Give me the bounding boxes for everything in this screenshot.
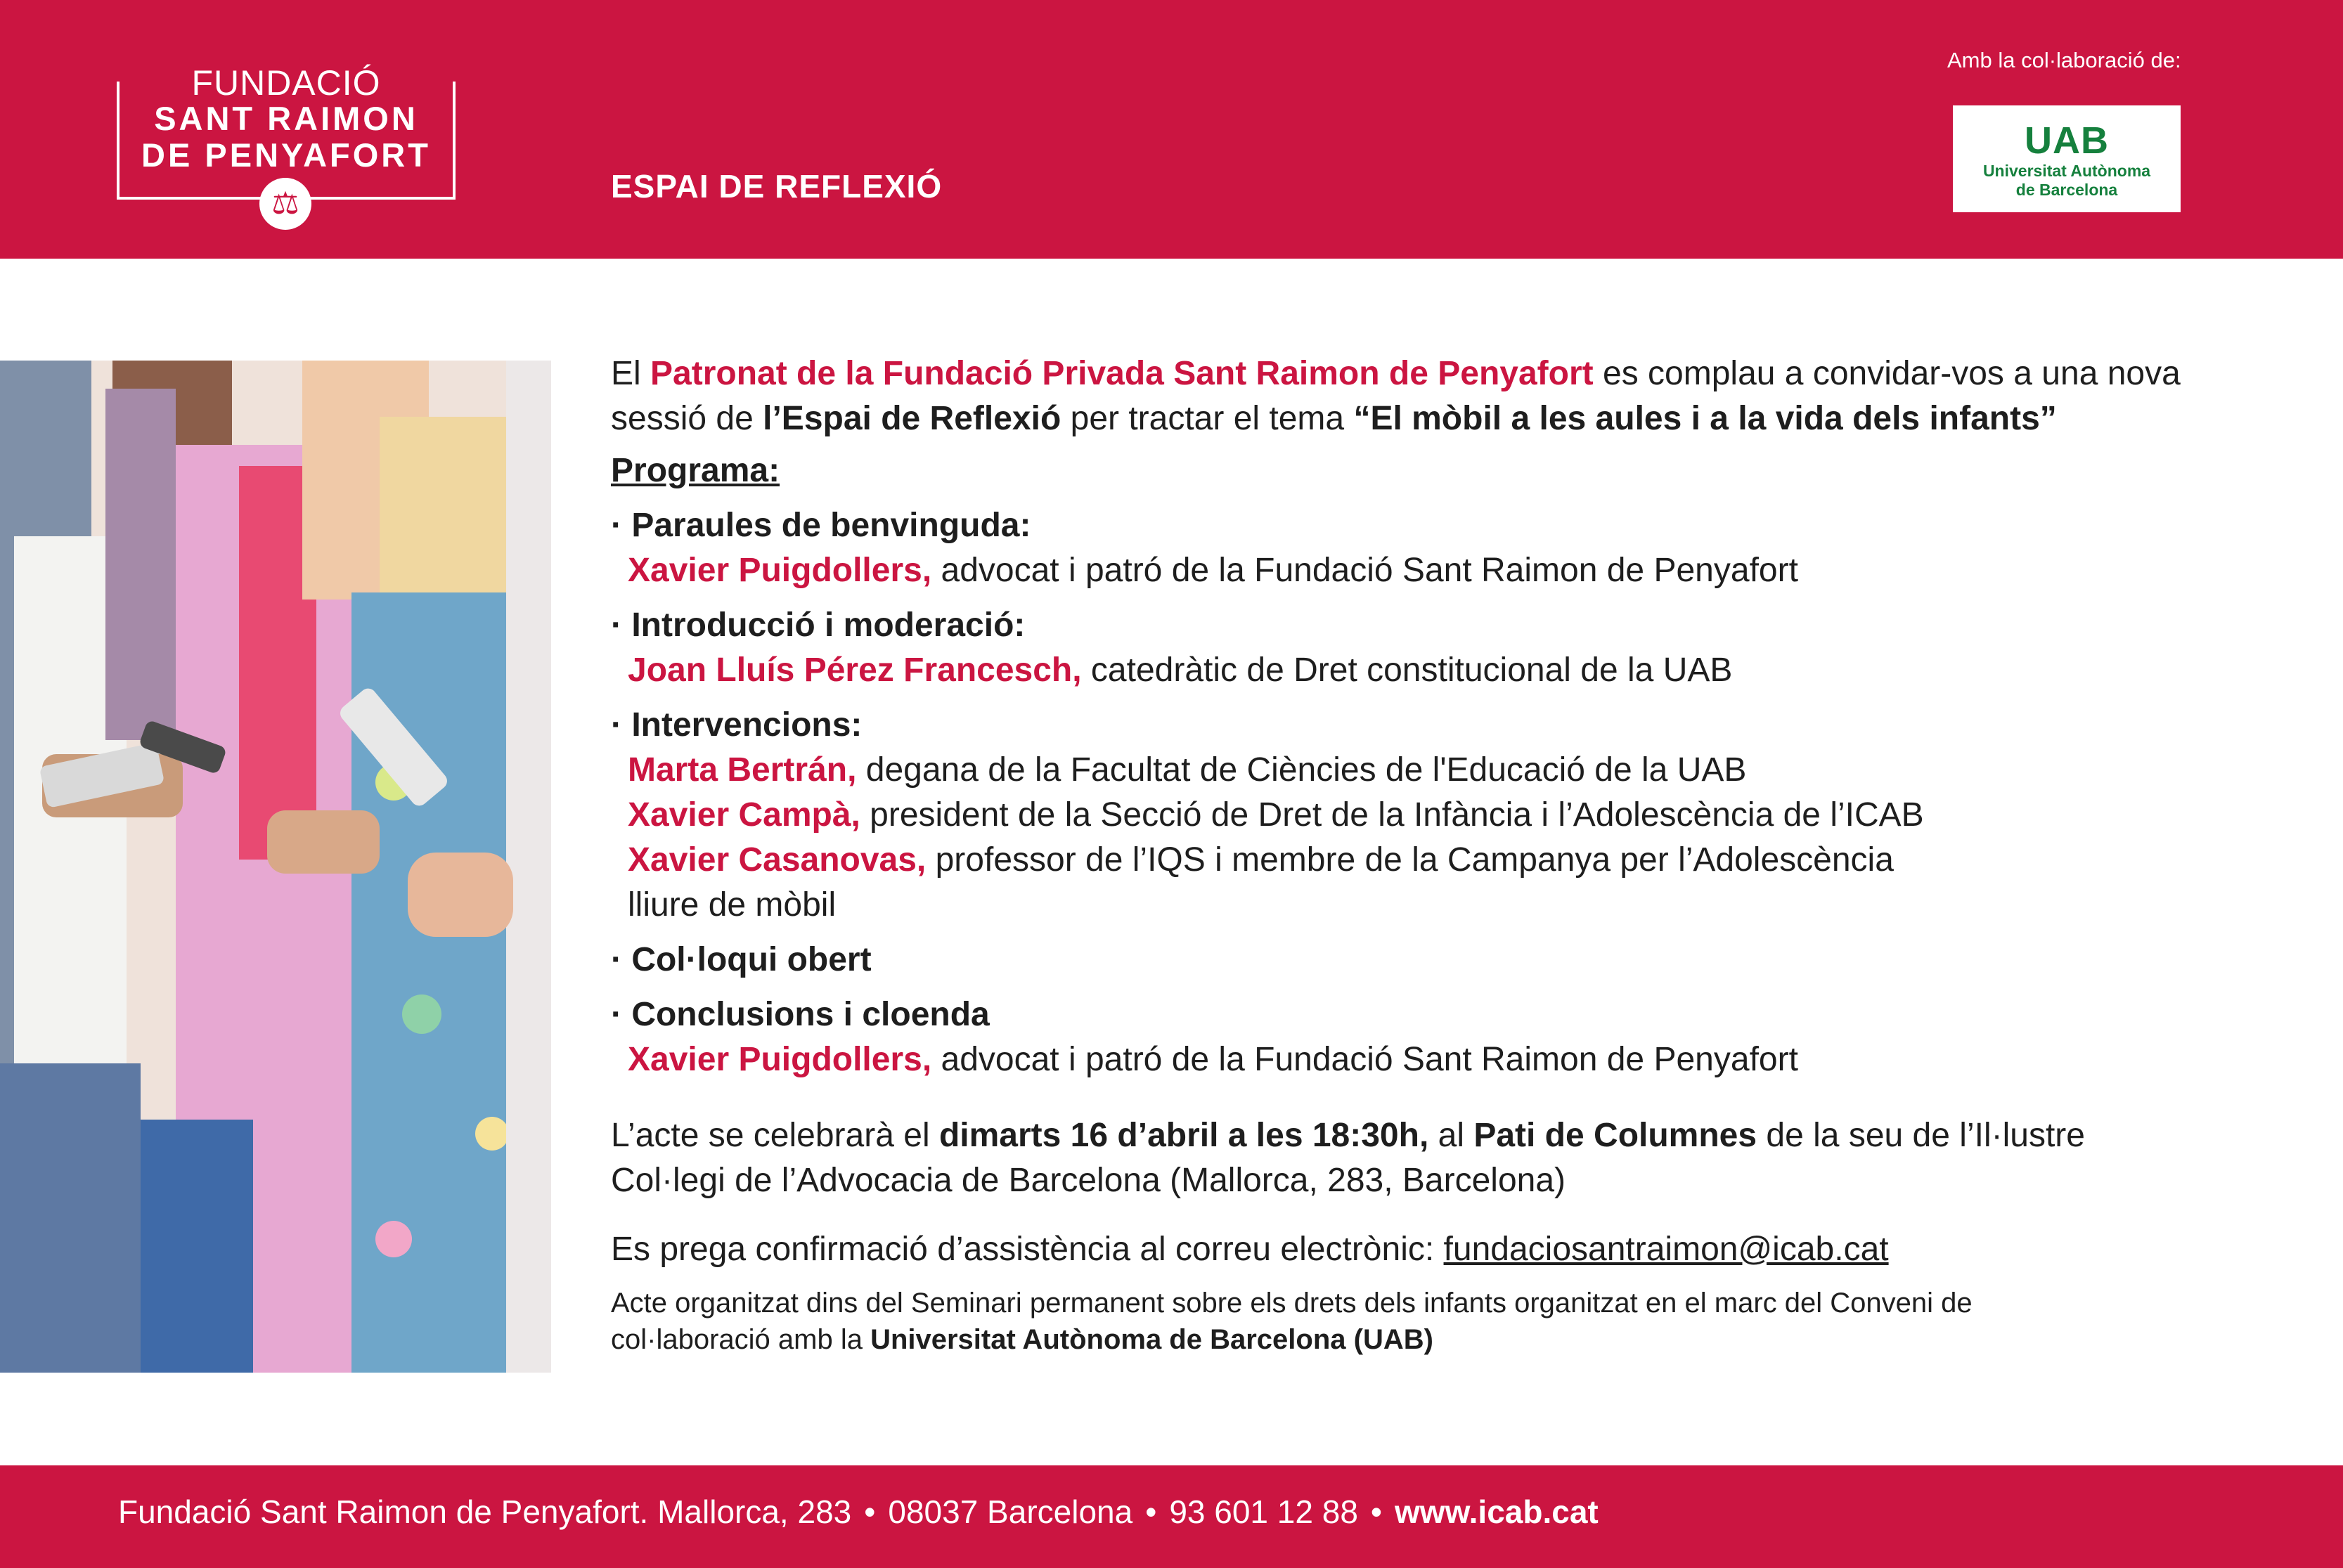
footer-postal: 08037 Barcelona [888,1494,1133,1530]
program-item-welcome: · Paraules de benvinguda: [611,507,1031,544]
speaker-role: president de la Secció de Dret de la Infància i l’Adolescència de l’ICAB [860,796,1924,834]
program-item-intro: · Introducció i moderació: [611,607,1026,644]
header-band [0,0,2343,259]
speaker-name: Xavier Puigdollers, [628,552,932,589]
venue-text-3: de la seu de l’Il·lustre [1757,1117,2085,1154]
program-speaker-closing [611,1037,2256,1082]
uab-line-2: de Barcelona [2015,181,2118,199]
note-text-2: col·laboració amb la [611,1324,871,1355]
uab-line-1: Universitat Autònoma [1982,162,2151,180]
section-title: ESPAI DE REFLEXIÓ [611,168,943,205]
patronat-highlight: Patronat de la Fundació Privada Sant Raimon de Penyafort [650,355,1594,392]
footer-phone: 93 601 12 88 [1169,1494,1358,1530]
program-speaker-intro [611,648,2256,693]
logo-name [117,101,456,174]
speaker-name: Xavier Puigdollers, [628,1041,932,1078]
intro-paragraph [611,351,2256,441]
venue-text-4: Col·legi de l’Advocacia de Barcelona (Mallorca, 283, Barcelona) [611,1162,1566,1199]
scales-icon: ⚖ [259,178,311,230]
speaker-name: Xavier Campà, [628,796,860,834]
speaker-role: advocat i patró de la Fundació Sant Raimon de Penyafort [931,552,1798,589]
footer-separator: • [1370,1494,1383,1530]
speaker-name: Xavier Casanovas, [628,841,927,879]
footer-website-link[interactable]: www.icab.cat [1395,1494,1599,1530]
collaboration-label: Amb la col·laboració de: [1947,48,2181,72]
program-speaker-3-cont: lliure de mòbil [628,886,837,924]
footer-contact [118,1489,1599,1534]
topic-title: “El mòbil a les aules i a la vida dels infants” [1353,400,2057,437]
intro-text-2: es complau a convidar-vos a una nova sessió de [611,355,2181,437]
organization-note [611,1285,2256,1358]
program-item-interventions: · Intervencions: [611,706,863,744]
logo-line-2: SANT RAIMON [154,100,418,137]
program-speaker-welcome [611,548,2256,593]
speaker-role: catedràtic de Dret constitucional de la UAB [1081,652,1733,689]
speaker-role: professor de l’IQS i membre de la Campanya per l’Adolescència [926,841,1894,879]
program-speaker-1 [611,748,2256,793]
children-with-phones-photo [0,361,551,1373]
logo-line-3: DE PENYAFORT [141,136,431,174]
event-place: Pati de Columnes [1473,1117,1757,1154]
note-uab: Universitat Autònoma de Barcelona (UAB) [870,1324,1433,1355]
programa-heading: Programa: [611,452,780,489]
logo-fundacio: FUNDACIÓ [191,63,381,103]
intro-text-1: El [611,355,651,392]
program-speaker-3 [611,838,2256,883]
speaker-name: Marta Bertrán, [628,751,857,789]
program-item-colloquium: · Col·loqui obert [611,941,872,978]
event-date: dimarts 16 d’abril a les 18:30h, [938,1117,1429,1154]
rsvp-text: Es prega confirmació d’assistència al correu electrònic: [611,1231,1444,1268]
venue-text-1: L’acte se celebrarà el [611,1117,939,1154]
footer-band [0,1465,2343,1568]
espai-highlight: l’Espai de Reflexió [763,400,1061,437]
speaker-name: Joan Lluís Pérez Francesch, [628,652,1082,689]
note-text-1: Acte organitzat dins del Seminari permanent sobre els drets dels infants organitzat en el marc del Conveni de [611,1288,1973,1318]
invitation-body [611,351,2256,1358]
rsvp-line [611,1227,2256,1272]
intro-text-3: per tractar el tema [1061,400,1354,437]
speaker-role: degana de la Facultat de Ciències de l'Educació de la UAB [856,751,1747,789]
uab-logo [1953,105,2181,212]
uab-title: UAB [2025,119,2109,162]
footer-address: Fundació Sant Raimon de Penyafort. Mallorca, 283 [118,1494,852,1530]
venue-paragraph [611,1113,2256,1203]
rsvp-email-link[interactable]: fundaciosantraimon@icab.cat [1443,1231,1889,1268]
footer-separator: • [864,1494,876,1530]
speaker-role: advocat i patró de la Fundació Sant Raimon de Penyafort [931,1041,1798,1078]
program-item-closing: · Conclusions i cloenda [611,996,990,1033]
footer-separator: • [1145,1494,1157,1530]
program-speaker-2 [611,793,2256,838]
venue-text-2: al [1428,1117,1474,1154]
